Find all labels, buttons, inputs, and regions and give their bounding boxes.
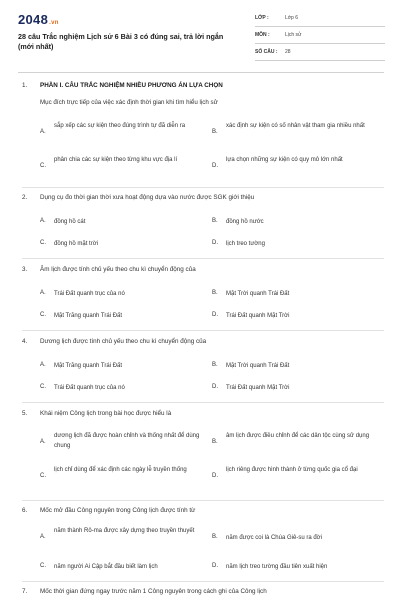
question-text: Dụng cụ đo thời gian thời xưa hoạt động dựa vào nước được SGK giới thiệu xyxy=(40,194,255,201)
question-head xyxy=(22,588,382,600)
question-text: Khái niệm Công lịch trong bài học được hiểu là xyxy=(40,410,172,417)
option-text: đồng hồ mặt trời xyxy=(54,241,98,247)
option-letter: B. xyxy=(212,290,218,296)
option-letter: C. xyxy=(40,240,46,246)
option-c[interactable] xyxy=(40,312,210,324)
question-5 xyxy=(22,410,382,500)
option-letter: C. xyxy=(40,384,46,390)
meta-label: MÔN : xyxy=(255,32,270,38)
option-a[interactable] xyxy=(40,432,210,456)
option-d[interactable] xyxy=(212,384,382,396)
option-c[interactable] xyxy=(40,240,210,252)
meta-row-grade xyxy=(255,12,385,27)
meta-label: LỚP : xyxy=(255,15,269,21)
option-a[interactable] xyxy=(40,527,210,551)
option-letter: A. xyxy=(40,290,46,296)
option-letter: D. xyxy=(212,240,218,246)
question-divider xyxy=(22,330,384,331)
meta-value: Lịch sử xyxy=(285,32,302,38)
option-letter: B. xyxy=(212,218,218,224)
option-letter: C. xyxy=(40,473,46,479)
option-text: Trái Đất quanh Mặt Trời xyxy=(226,313,290,319)
question-head xyxy=(22,82,382,94)
option-text: đồng hồ cát xyxy=(54,219,86,225)
option-text: lịch riêng được hình thành ở từng quốc gia cổ đại xyxy=(226,467,358,473)
section-title: PHẦN I. CÂU TRẮC NGHIỆM NHIỀU PHƯƠNG ÁN LỰA CHỌN xyxy=(40,82,223,89)
meta-value: 28 xyxy=(285,49,291,55)
option-letter: A. xyxy=(40,534,46,540)
option-letter: C. xyxy=(40,312,46,318)
option-a[interactable] xyxy=(40,362,210,374)
question-head xyxy=(22,507,382,519)
question-7 xyxy=(22,588,382,600)
option-d[interactable] xyxy=(212,466,382,490)
question-3 xyxy=(22,266,382,332)
option-c[interactable] xyxy=(40,384,210,396)
option-d[interactable] xyxy=(212,563,382,575)
question-divider xyxy=(22,187,384,188)
option-d[interactable] xyxy=(212,240,382,252)
option-text: lịch chỉ dùng để xác định các ngày lễ truyền thống xyxy=(54,467,187,473)
site-logo[interactable]: 2048.vn xyxy=(18,12,59,27)
option-c[interactable] xyxy=(40,563,210,575)
option-d[interactable] xyxy=(212,312,382,324)
question-number: 1. xyxy=(22,82,28,89)
option-letter: A. xyxy=(40,439,46,445)
option-b[interactable] xyxy=(212,290,382,302)
header-divider xyxy=(18,72,384,73)
option-a[interactable] xyxy=(40,290,210,302)
option-text: lựa chọn những sự kiện có quy mô lớn nhất xyxy=(226,157,343,163)
option-text: Mặt Trời quanh Trái Đất xyxy=(226,363,290,369)
question-text: Mục đích trực tiếp của việc xác định thời gian khi tìm hiểu lịch sử xyxy=(40,99,218,106)
option-text: Mặt Trăng quanh Trái Đất xyxy=(54,363,123,369)
option-text: dương lịch đã được hoàn chỉnh và thống nhất để dùng chung xyxy=(54,433,200,449)
question-number: 2. xyxy=(22,194,28,201)
option-text: năm người Ai Cập bắt đầu biết làm lịch xyxy=(54,564,158,570)
option-text: Trái Đất quanh trục của nó xyxy=(54,385,125,391)
option-text: năm thành Rô-ma được xây dựng theo truyền thuyết xyxy=(54,528,195,534)
option-letter: B. xyxy=(212,362,218,368)
meta-box xyxy=(255,12,385,63)
option-letter: B. xyxy=(212,129,218,135)
option-b[interactable] xyxy=(212,218,382,230)
page-title: 28 câu Trắc nghiệm Lịch sử 6 Bài 3 có đúng sai, trả lời ngắn (mới nhất) xyxy=(18,32,224,51)
question-text: Âm lịch được tính chủ yếu theo chu kì chuyển động của xyxy=(40,266,196,273)
option-letter: A. xyxy=(40,129,46,135)
question-divider xyxy=(22,581,384,582)
option-letter: A. xyxy=(40,218,46,224)
option-letter: C. xyxy=(40,563,46,569)
option-letter: D. xyxy=(212,563,218,569)
question-text: Mốc mở đầu Công nguyên trong Công lịch được tính từ xyxy=(40,507,196,514)
question-2 xyxy=(22,194,382,260)
option-a[interactable] xyxy=(40,122,210,146)
option-text: sắp xếp các sự kiện theo đúng trình tự đã diễn ra xyxy=(54,123,186,129)
option-b[interactable] xyxy=(212,362,382,374)
question-4 xyxy=(22,338,382,404)
question-number: 4. xyxy=(22,338,28,345)
option-d[interactable] xyxy=(212,156,382,180)
option-b[interactable] xyxy=(212,527,382,551)
question-head xyxy=(22,338,382,350)
question-head xyxy=(22,410,382,422)
question-text: Dương lịch được tính chủ yếu theo chu kì chuyển động của xyxy=(40,338,207,345)
question-6 xyxy=(22,507,382,577)
question-divider xyxy=(22,258,384,259)
option-letter: A. xyxy=(40,362,46,368)
question-1 xyxy=(22,82,382,186)
question-text: Mốc thời gian đứng ngay trước năm 1 Công nguyên trong cách ghi của Công lịch xyxy=(40,588,267,595)
question-number: 7. xyxy=(22,588,28,595)
option-text: Trái Đất quanh Mặt Trời xyxy=(226,385,290,391)
option-text: đồng hồ nước xyxy=(226,219,264,225)
question-divider xyxy=(22,402,384,403)
option-text: lịch treo tường xyxy=(226,241,265,247)
option-letter: D. xyxy=(212,473,218,479)
option-text: Trái Đất quanh trục của nó xyxy=(54,291,125,297)
option-text: phân chia các sự kiện theo từng khu vực địa lí xyxy=(54,157,178,163)
option-b[interactable] xyxy=(212,122,382,146)
option-text: âm lịch được điều chỉnh để các dân tộc cùng sử dụng xyxy=(226,433,370,439)
question-number: 3. xyxy=(22,266,28,273)
option-text: Mặt Trăng quanh Trái Đất xyxy=(54,313,123,319)
question-number: 5. xyxy=(22,410,28,417)
option-b[interactable] xyxy=(212,432,382,456)
question-head xyxy=(22,266,382,278)
document-header xyxy=(0,0,400,80)
option-text: năm lịch treo tường đầu tiên xuất hiện xyxy=(226,564,328,570)
option-letter: D. xyxy=(212,384,218,390)
meta-value: Lớp 6 xyxy=(285,15,299,21)
option-text: xác định sự kiện có số nhân vật tham gia nhiều nhất xyxy=(226,123,365,129)
question-divider xyxy=(22,500,384,501)
option-letter: B. xyxy=(212,534,218,540)
option-c[interactable] xyxy=(40,466,210,490)
option-a[interactable] xyxy=(40,218,210,230)
option-c[interactable] xyxy=(40,156,210,180)
meta-row-count xyxy=(255,46,385,61)
meta-row-subject xyxy=(255,29,385,44)
question-number: 6. xyxy=(22,507,28,514)
option-letter: C. xyxy=(40,163,46,169)
option-text: năm được coi là Chúa Giê-su ra đời xyxy=(226,535,322,541)
question-head xyxy=(22,194,382,206)
option-text: Mặt Trời quanh Trái Đất xyxy=(226,291,290,297)
option-letter: D. xyxy=(212,163,218,169)
option-letter: D. xyxy=(212,312,218,318)
meta-label: SỐ CÂU : xyxy=(255,49,278,55)
option-letter: B. xyxy=(212,439,218,445)
